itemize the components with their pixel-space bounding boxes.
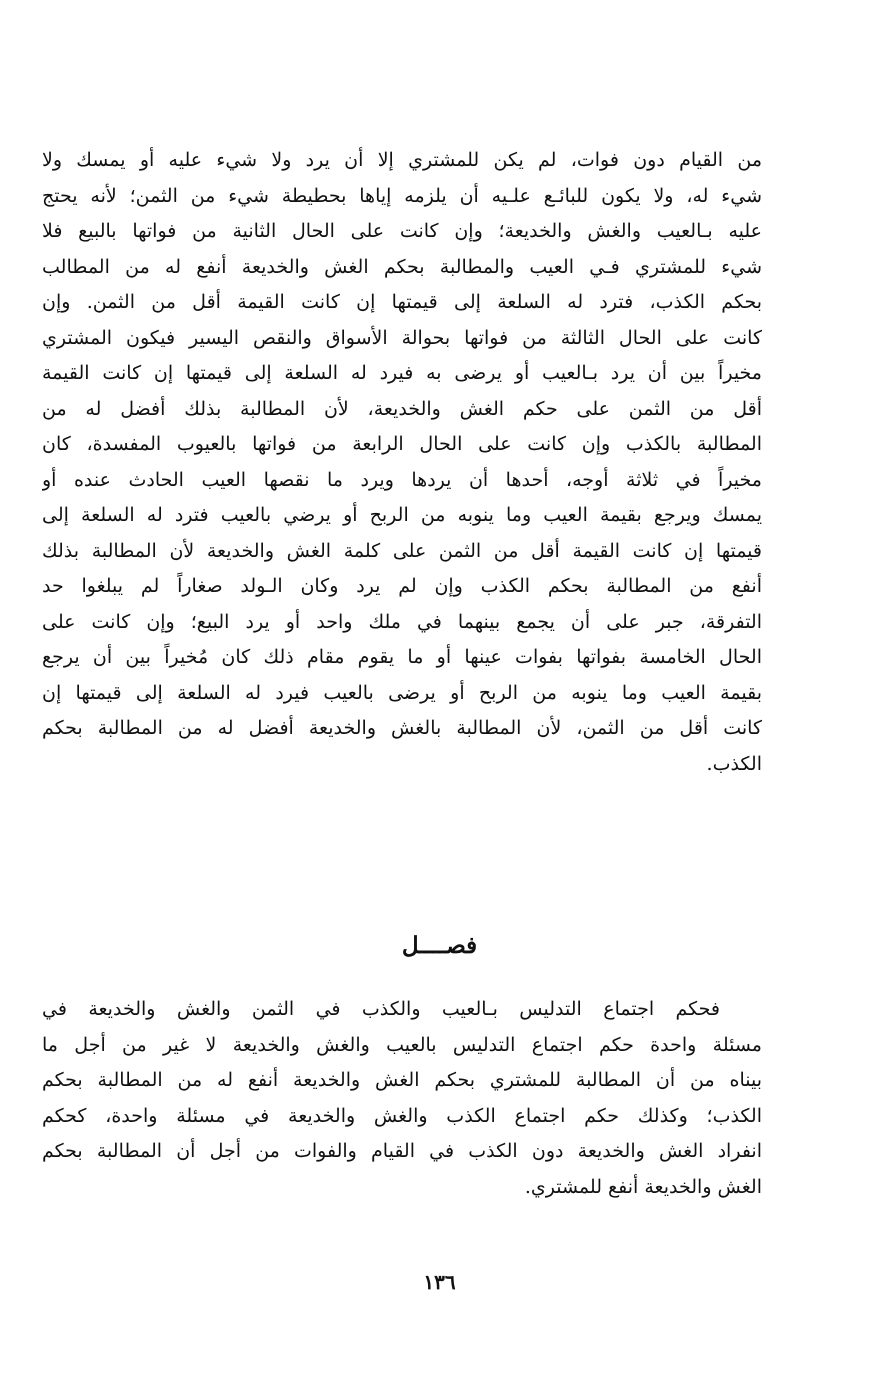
text-line: قيمتها إن كانت القيمة أقل من الثمن على كلمة الغش والخديعة لأن المطالبة بذلك [42, 539, 762, 562]
text-line: بحكم الكذب، فترد له السلعة إلى قيمتها إن كانت القيمة أقل من الثمن. وإن [42, 291, 762, 313]
paragraph-main [42, 143, 762, 782]
text-line: شيء للمشتري فـي العيب والمطالبة بحكم الغش والخديعة أنفع له من المطالب [42, 255, 762, 278]
text-line: عليه بـالعيب والغش والخديعة؛ وإن كانت على الحال الثانية من فواتها بالبيع فلا [42, 220, 762, 242]
text-line: التفرقة، جبر على أن يجمع بينهما في ملك واحد أو يرد البيع؛ وإن كانت على [42, 610, 762, 633]
page-number: ١٣٦ [423, 1270, 456, 1294]
text-line: كانت أقل من الثمن، لأن المطالبة بالغش والخديعة أفضل له من المطالبة بحكم [42, 717, 762, 739]
text-line: فحكم اجتماع التدليس بـالعيب والكذب في الثمن والغش والخديعة في [42, 998, 720, 1020]
text-line: مخيراً في ثلاثة أوجه، أحدها أن يردها ويرد ما نقصها العيب الحادث عنده أو [42, 468, 762, 491]
text-line: المطالبة بالكذب وإن كانت على الحال الرابعة من فواتها بالعيوب المفسدة، كان [42, 433, 762, 455]
text-line: الكذب؛ وكذلك حكم اجتماع الكذب والغش والخديعة في مسئلة واحدة، كحكم [42, 1104, 762, 1127]
text-line: انفراد الغش والخديعة دون الكذب في القيام والفوات من أجل أن المطالبة بحكم [42, 1140, 762, 1162]
text-line: يمسك ويرجع بقيمة العيب وما ينوبه من الربح أو يرضي بالعيب فترد له السلعة إلى [42, 504, 762, 526]
text-line: كانت على الحال الثالثة من فواتها بحوالة الأسواق والنقص اليسير فيكون المشتري [42, 326, 762, 349]
text-line: الغش والخديعة أنفع للمشتري. [524, 1175, 762, 1198]
text-line: بقيمة العيب وما ينوبه من الربح أو يرضى بالعيب فيرد له السلعة إلى قيمتها إن [42, 681, 762, 704]
text-line: شيء له، ولا يكون للبائـع علـيه أن يلزمه إياها بحطيطة شيء من الثمن؛ لأنه يحتج [42, 184, 762, 207]
paragraph-section [42, 992, 762, 1205]
text-line: أنفع من المطالبة بحكم الكذب وإن لم يرد وكان الـولد صغاراً لم يبلغوا حد [42, 575, 762, 597]
text-line: الكذب. [706, 752, 762, 775]
text-line: مسئلة واحدة حكم اجتماع التدليس بالعيب والغش والخديعة لا غير من أجل ما [42, 1033, 762, 1056]
section-heading: فصــــل [401, 932, 478, 959]
text-line: الحال الخامسة بفواتها بفوات عينها أو ما يقوم مقام ذلك كان مُخيراً بين أن يرجع [42, 646, 762, 668]
text-line: بيناه من أن المطالبة للمشتري بحكم الغش والخديعة أنفع له من المطالبة بحكم [42, 1069, 762, 1091]
text-line: مخيراً بين أن يرد بـالعيب أو يرضى به فيرد له السلعة إلى قيمتها إن كانت القيمة [42, 362, 762, 384]
text-line: أقل من الثمن على حكم الغش والخديعة، لأن المطالبة بذلك أفضل له من [42, 397, 762, 420]
text-line: من القيام دون فوات، لم يكن للمشتري إلا أن يرد ولا شيء عليه أو يمسك ولا [42, 149, 762, 171]
